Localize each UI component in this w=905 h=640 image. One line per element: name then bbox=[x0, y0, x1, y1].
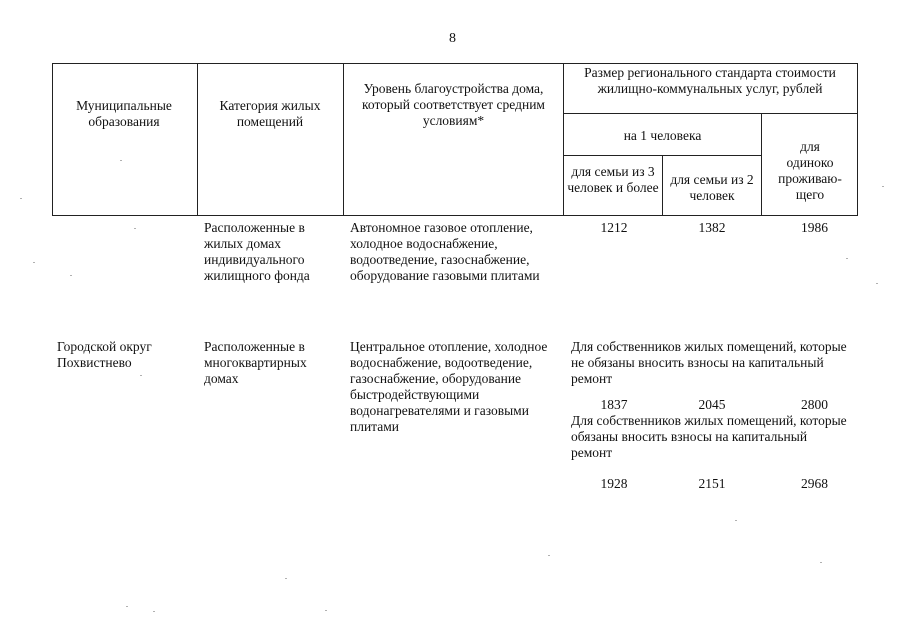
value-family-3: 1928 bbox=[600, 476, 628, 491]
row-amenity: Центральное отопление, холодное водоснабжение, водоотведение, газоснабжение, оборудование быстродействующими водонагревателями и газовыми плитами bbox=[350, 339, 548, 434]
value-family-3: 1837 bbox=[600, 397, 628, 412]
table-header-bottom-border bbox=[52, 215, 857, 216]
table-top-border bbox=[52, 63, 857, 64]
header-category: Категория жилых помещений bbox=[219, 98, 321, 129]
column-divider-3 bbox=[563, 63, 564, 216]
column-divider-4 bbox=[662, 155, 663, 216]
table-right-border bbox=[857, 63, 858, 216]
row-category: Расположенные в жилых домах индивидуального жилищного фонда bbox=[204, 220, 310, 283]
column-divider-1 bbox=[197, 63, 198, 216]
column-divider-2 bbox=[343, 63, 344, 216]
header-municipalities: Муниципальные образования bbox=[76, 98, 172, 129]
header-amenity-level: Уровень благоустройства дома, который соответствует средним условиям* bbox=[362, 81, 545, 128]
row-municipality: Городской округ Похвистнево bbox=[57, 339, 152, 370]
value-family-3: 1212 bbox=[600, 220, 628, 235]
header-family-3: для семьи из 3 человек и более bbox=[567, 164, 659, 195]
value-single: 2968 bbox=[801, 476, 828, 491]
header-per-person: на 1 человека bbox=[623, 128, 702, 143]
header-standard-size: Размер регионального стандарта стоимости жилищно-коммунальных услуг, рублей bbox=[584, 65, 836, 96]
value-family-2: 2151 bbox=[698, 476, 726, 491]
header-divider-standard bbox=[563, 113, 857, 114]
header-family-2: для семьи из 2 человек bbox=[670, 172, 754, 203]
table-left-border bbox=[52, 63, 53, 216]
row-category: Расположенные в многоквартирных домах bbox=[204, 339, 307, 386]
subgroup-note: Для собственников жилых помещений, которые обязаны вносить взносы на капитальный ремонт bbox=[571, 413, 847, 460]
row-amenity: Автономное газовое отопление, холодное водоснабжение, водоотведение, газоснабжение, оборудование газовыми плитами bbox=[350, 220, 540, 283]
column-divider-5 bbox=[761, 113, 762, 216]
subgroup-note: Для собственников жилых помещений, которые не обязаны вносить взносы на капитальный ремонт bbox=[571, 339, 847, 386]
value-family-2: 1382 bbox=[698, 220, 726, 235]
page-number: 8 bbox=[449, 31, 456, 46]
value-single: 1986 bbox=[801, 220, 828, 235]
header-single: для одиноко проживаю-щего bbox=[778, 139, 842, 202]
value-single: 2800 bbox=[801, 397, 828, 412]
value-family-2: 2045 bbox=[698, 397, 726, 412]
